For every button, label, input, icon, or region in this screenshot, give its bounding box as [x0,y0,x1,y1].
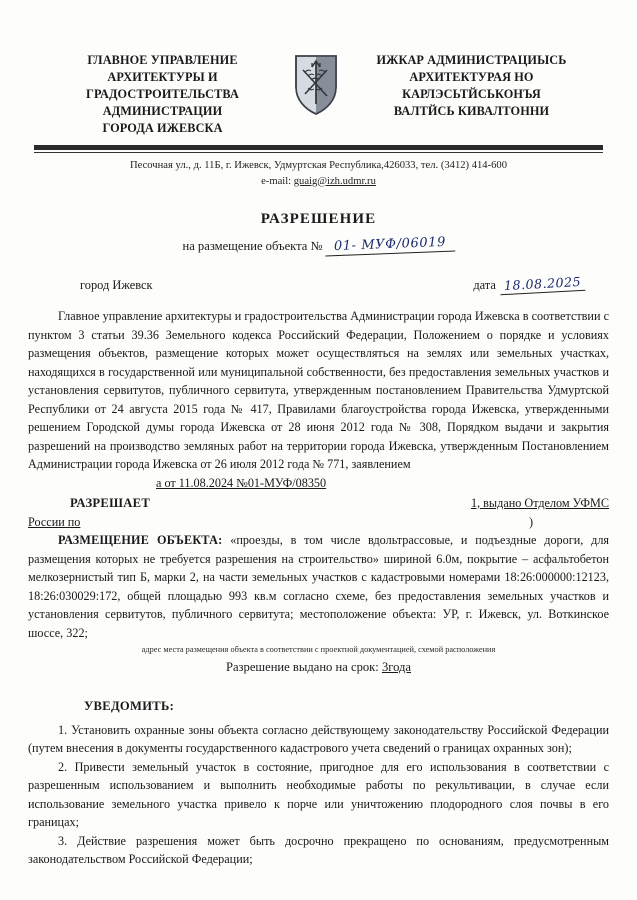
intro-paragraph: Главное управление архитектуры и градостроительства Администрации города Ижевска в соответствии с пунктом 3 статьи 39.36 Земельного кодекса Российский Федерации, Положением о порядке и условиях размещения объектов, размещение которых может осуществляться на землях или земельных участках, находящихся в государственной или муниципальной собственности, без предоставления земельных участков и установления сервитутов, публичного сервитута, утвержденным постановлением Правительства Удмуртской Республики от 24 августа 2015 года № 417, Правилами благоустройства города Ижевска, утвержденными решением Городской думы города Ижевска от 28 июня 2012 года № 308, Порядком выдачи и закрытия разрешений на производство земляных работ на территории города Ижевска, утвержденным Постановлением Администрации города Ижевска от 26 июля 2012 года № 771, заявлением [28,309,609,472]
date-label: дата [473,278,496,293]
city-label: город Ижевск [80,278,153,293]
document-body [28,307,609,869]
application-reference-text: а от 11.08.2024 №01-МУФ/08350 [156,475,327,490]
address-line: Песочная ул., д. 11Б, г. Ижевск, Удмуртская Республика,426033, тел. (3412) 414-600 [129,160,508,172]
object-paragraph [28,531,609,642]
address-caption: адрес места размещения объекта в соответствии с проектной документацией, схемой расположения [141,644,496,654]
org-ru-line-5: ГОРОДА ИЖЕВСКА [102,120,223,135]
passport-issuer-fragment: 1, выдано Отделом УФМС [470,495,609,510]
divider-thin [34,152,603,154]
notify-item-2: 2. Привести земельный участок в состояние, пригодное для его использования в соответствии с разрешенным использованием и выполнить необходимые работы по рекультивации, в случае если использование земельного участка привело к порче или уничтожению плодородного слоя почвы в его границах; [28,759,609,830]
notify-item-1: 1. Установить охранные зоны объекта согласно действующему законодательству Российской Федерации (путем внесения в документы государственного кадастрового учета сведений о границах охранных зон); [28,722,609,756]
title-block [0,211,637,254]
organization-name-ru [47,52,279,137]
stray-paren: ) [528,514,533,529]
email-line [0,174,637,189]
document-number-row [0,234,637,255]
org-ru-line-4: АДМИНИСТРАЦИИ [102,103,223,118]
notify-list [28,721,609,869]
object-label: РАЗМЕЩЕНИЕ ОБЪЕКТА: [58,533,223,548]
permits-label: РАЗРЕШАЕТ [70,495,151,510]
object-description: «проезды, в том числе вдольтрассовые, и подъездные дороги, для размещения которых не требуется разрешения на строительство» шириной 6.0м, покрытие – асфальтобетон мелкозернистый тип Б, марки 2, на части земельных участков с кадастровыми номерами 18:26:000000:12123, 18:26:030029:172, общей площадью 993 кв.м согласно схеме, без предоставления земельных участков и установления сервитутов, публичного сервитута; местоположение объекта: УР, г. Ижевск, ул. Воткинское шоссе, 322; [28,533,610,640]
term-row [28,658,609,677]
russia-row [28,513,609,532]
city-date-row [80,276,585,293]
term-label: Разрешение выдано на срок: [225,660,382,675]
page-title: РАЗРЕШЕНИЕ [260,211,377,228]
notify-title: УВЕДОМИТЬ: [84,699,175,714]
org-udm-line-3: КАРЛЭСЬТЙСЬКОНЪЯ [402,86,541,101]
document-number-label: на размещение объекта № [182,239,323,254]
document-number-handwritten: 01- МУФ/06019 [324,235,455,257]
org-udm-line-4: ВАЛТЙСЬ КИВАЛТОННИ [393,103,550,118]
application-reference [28,474,609,493]
contact-block [0,158,637,189]
org-udm-line-2: АРХИТЕКТУРАЯ НО [409,69,534,84]
email-address[interactable]: guaig@izh.udmr.ru [293,175,376,187]
date-group [473,276,585,293]
term-value: 3года [381,660,412,675]
permits-row [28,494,609,513]
org-ru-line-2: АРХИТЕКТУРЫ И [107,69,218,84]
org-udm-line-1: ИЖКАР АДМИНИСТРАЦИЫСЬ [376,53,567,67]
org-ru-line-3: ГРАДОСТРОИТЕЛЬСТВА [86,86,239,101]
org-ru-line-1: ГЛАВНОЕ УПРАВЛЕНИЕ [87,53,238,67]
notify-item-3: 3. Действие разрешения может быть досрочно прекращено по основаниям, предусмотренным законодательством Российской Федерации; [28,833,609,867]
date-handwritten: 18.08.2025 [500,274,586,295]
passport-issuer-continuation: России по [28,514,81,529]
organization-name-udm [353,52,591,120]
letterhead [0,0,637,137]
letterhead-divider [34,145,603,154]
email-label: e-mail: [261,175,294,187]
coat-of-arms-icon [293,54,339,116]
